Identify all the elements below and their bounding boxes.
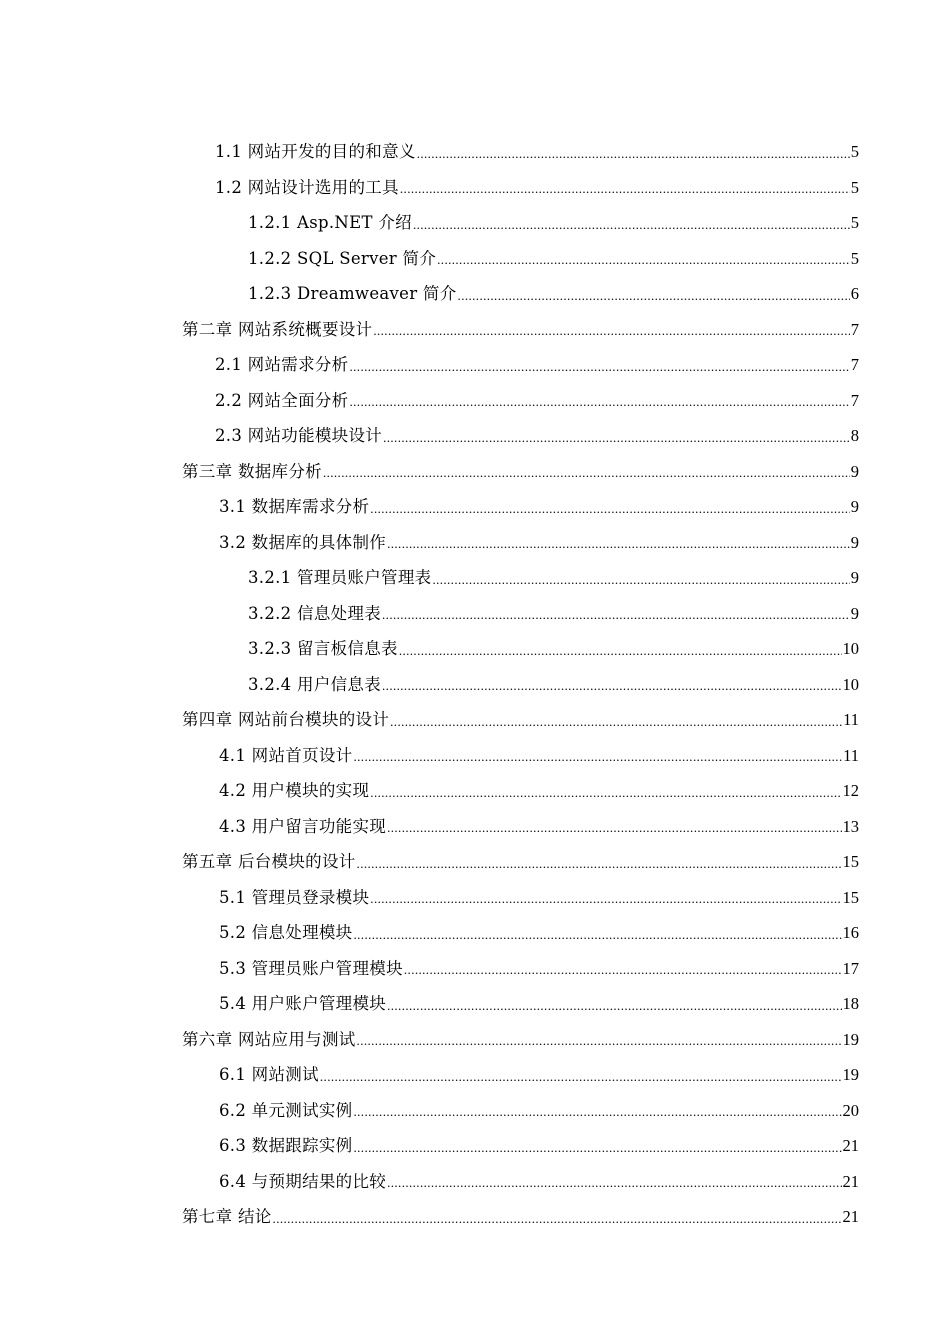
toc-entry-page-number: 8 [850,426,859,445]
toc-entry [0,773,950,809]
toc-entry-title: 6.1 网站测试 [219,1065,319,1084]
toc-entry [0,205,950,241]
toc-leader-dots [400,179,850,199]
toc-leader-dots [370,889,841,909]
toc-entry [0,809,950,845]
toc-entry-title: 5.2 信息处理模块 [219,923,353,942]
toc-entry-page-number: 5 [850,213,859,232]
toc-entry-page-number: 10 [842,674,859,694]
toc-entry-title: 6.4 与预期结果的比较 [219,1171,387,1191]
toc-leader-dots [404,960,842,980]
toc-entry-title: 3.2.1 管理员账户管理表 [248,568,432,587]
toc-leader-dots [382,605,850,625]
toc-leader-dots [354,1138,842,1158]
toc-entry-title: 1.2.2 SQL Server 简介 [248,248,437,268]
toc-entry [0,1093,950,1129]
toc-entry-title: 6.3 数据跟踪实例 [219,1136,353,1155]
table-of-contents [0,134,950,1235]
toc-entry-title: 4.1 网站首页设计 [219,745,353,765]
toc-entry [0,667,950,703]
toc-entry-page-number: 9 [850,603,859,623]
toc-entry-page-number: 5 [850,177,859,197]
toc-leader-dots [413,215,850,235]
toc-entry-page-number: 19 [842,1029,859,1049]
toc-entry-page-number: 13 [842,816,859,836]
toc-leader-dots [432,570,849,590]
toc-entry-title: 6.2 单元测试实例 [219,1100,353,1120]
toc-leader-dots [350,392,850,412]
toc-entry-title: 1.2.1 Asp.NET 介绍 [248,213,412,232]
toc-leader-dots [458,286,850,306]
toc-entry-title: 2.1 网站需求分析 [215,355,349,374]
toc-entry [0,844,950,880]
toc-leader-dots [323,463,850,483]
toc-entry-title: 3.2.2 信息处理表 [248,603,382,623]
toc-entry [0,596,950,632]
toc-entry-page-number: 15 [842,852,859,871]
toc-entry-title: 第五章 后台模块的设计 [182,852,356,871]
toc-leader-dots [357,854,842,874]
toc-leader-dots [399,641,842,661]
toc-leader-dots [350,357,850,377]
toc-entry [0,951,950,987]
toc-entry-page-number: 7 [850,390,859,410]
toc-entry-title: 5.4 用户账户管理模块 [219,994,387,1013]
toc-entry-page-number: 7 [850,319,859,339]
toc-entry [0,631,950,667]
toc-entry-page-number: 18 [842,994,859,1013]
toc-entry [0,1164,950,1200]
toc-entry [0,880,950,916]
toc-entry [0,1128,950,1164]
toc-entry [0,560,950,596]
toc-entry-title: 1.2.3 Dreamweaver 简介 [248,284,457,303]
toc-entry [0,915,950,951]
toc-leader-dots [390,712,842,732]
toc-entry [0,418,950,454]
toc-entry [0,134,950,170]
toc-entry-title: 5.1 管理员登录模块 [219,887,370,907]
toc-entry-title: 2.3 网站功能模块设计 [215,426,383,445]
toc-leader-dots [370,499,849,519]
toc-entry-page-number: 11 [843,710,859,729]
toc-entry-page-number: 12 [842,781,859,800]
toc-entry-page-number: 21 [842,1171,859,1191]
toc-leader-dots [387,996,841,1016]
toc-entry-page-number: 7 [850,355,859,374]
toc-entry-title: 第四章 网站前台模块的设计 [182,710,390,729]
toc-entry [0,383,950,419]
toc-entry-title: 3.1 数据库需求分析 [219,497,370,516]
toc-leader-dots [387,818,841,838]
toc-entry-title: 1.1 网站开发的目的和意义 [215,142,416,161]
toc-entry-title: 第七章 结论 [182,1207,272,1226]
toc-entry [0,454,950,490]
toc-entry-page-number: 16 [842,923,859,942]
toc-leader-dots [320,1067,842,1087]
toc-entry-page-number: 5 [850,142,859,161]
toc-leader-dots [370,783,841,803]
toc-entry-page-number: 21 [842,1207,859,1226]
toc-entry [0,170,950,206]
toc-entry-page-number: 9 [850,461,859,481]
toc-entry-page-number: 5 [850,248,859,268]
toc-entry [0,241,950,277]
toc-leader-dots [387,534,850,554]
toc-entry-page-number: 11 [843,745,859,765]
toc-leader-dots [382,676,841,696]
toc-entry [0,489,950,525]
toc-entry [0,738,950,774]
toc-entry-title: 5.3 管理员账户管理模块 [219,958,403,978]
toc-entry-page-number: 9 [850,497,859,516]
toc-entry-title: 第二章 网站系统概要设计 [182,319,373,339]
toc-leader-dots [273,1209,842,1229]
toc-entry-title: 第三章 数据库分析 [182,461,322,481]
toc-entry-title: 3.2.3 留言板信息表 [248,639,398,658]
toc-entry [0,1057,950,1093]
toc-entry-page-number: 10 [842,639,859,658]
toc-entry-title: 4.2 用户模块的实现 [219,781,370,800]
toc-entry [0,1022,950,1058]
toc-leader-dots [417,144,850,164]
toc-entry-page-number: 9 [850,532,859,552]
toc-leader-dots [387,1173,841,1193]
toc-entry [0,347,950,383]
toc-entry-page-number: 21 [842,1136,859,1155]
toc-entry-page-number: 20 [842,1100,859,1120]
toc-entry [0,525,950,561]
toc-entry [0,312,950,348]
toc-entry-page-number: 19 [842,1065,859,1084]
toc-entry-page-number: 17 [842,958,859,978]
toc-leader-dots [383,428,850,448]
toc-entry-title: 1.2 网站设计选用的工具 [215,177,399,197]
toc-leader-dots [354,1102,842,1122]
toc-leader-dots [354,747,843,767]
toc-leader-dots [437,250,850,270]
toc-entry-title: 第六章 网站应用与测试 [182,1029,356,1049]
toc-leader-dots [357,1031,842,1051]
toc-entry [0,702,950,738]
toc-entry [0,986,950,1022]
toc-entry-page-number: 9 [850,568,859,587]
toc-entry-title: 2.2 网站全面分析 [215,390,349,410]
toc-entry-page-number: 15 [842,887,859,907]
toc-leader-dots [354,925,842,945]
toc-entry-page-number: 6 [850,284,859,303]
toc-entry-title: 3.2 数据库的具体制作 [219,532,387,552]
toc-entry [0,1199,950,1235]
toc-entry [0,276,950,312]
toc-leader-dots [373,321,849,341]
toc-entry-title: 4.3 用户留言功能实现 [219,816,387,836]
toc-entry-title: 3.2.4 用户信息表 [248,674,382,694]
